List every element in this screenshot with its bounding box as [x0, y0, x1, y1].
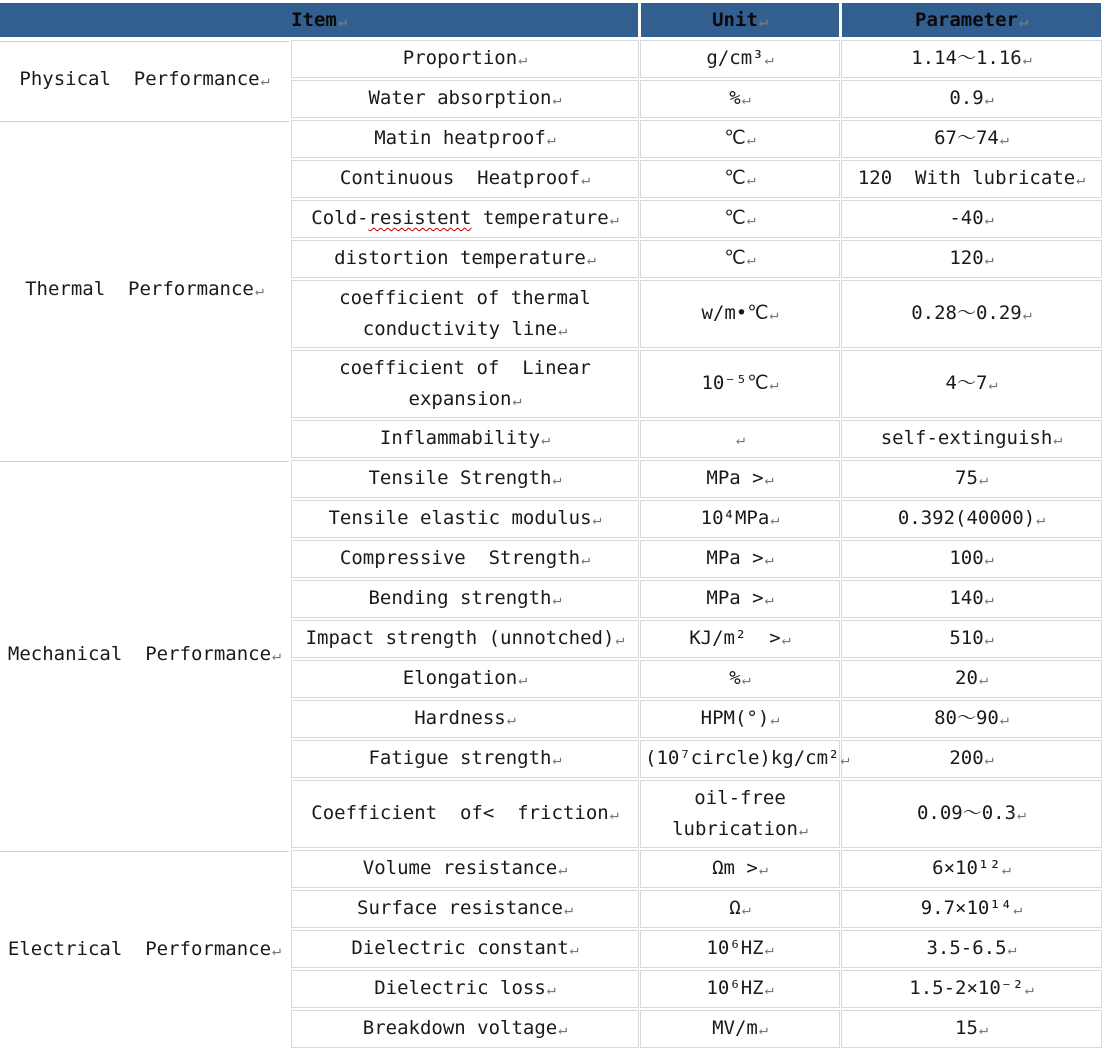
item-cell — [292, 741, 638, 777]
return-mark: ↵ — [1022, 305, 1032, 323]
parameter-cell-text: 120 — [949, 247, 984, 269]
unit-cell — [641, 421, 839, 457]
header-parameter — [842, 3, 1101, 37]
item-cell — [292, 661, 638, 697]
return-mark: ↵ — [1018, 12, 1028, 30]
item-cell — [292, 931, 638, 967]
parameter-cell-text: -40 — [949, 207, 984, 229]
return-mark: ↵ — [746, 210, 756, 228]
unit-cell-text: w/m•℃ — [701, 302, 769, 324]
unit-cell — [641, 201, 839, 237]
unit-cell-text: ℃ — [724, 167, 746, 189]
table-row — [0, 851, 1101, 887]
return-mark: ↵ — [741, 900, 751, 918]
item-cell-text: Dielectric loss — [374, 977, 546, 999]
return-mark: ↵ — [609, 210, 619, 228]
item-cell-text: Cold-resistent temperature — [311, 207, 609, 229]
return-mark: ↵ — [506, 710, 516, 728]
parameter-cell — [842, 741, 1101, 777]
item-cell — [292, 241, 638, 277]
item-cell-text: Bending strength — [368, 587, 552, 609]
item-cell — [292, 161, 638, 197]
parameter-cell — [842, 851, 1101, 887]
return-mark: ↵ — [592, 510, 602, 528]
item-cell-text: Breakdown voltage — [362, 1017, 558, 1039]
parameter-cell — [842, 581, 1101, 617]
header-unit — [641, 3, 839, 37]
parameter-cell-text: 4～7 — [945, 372, 988, 394]
parameter-cell-text: 1.5-2×10⁻² — [909, 977, 1024, 999]
return-mark: ↵ — [758, 12, 768, 30]
return-mark: ↵ — [984, 590, 994, 608]
parameter-cell — [842, 41, 1101, 77]
unit-cell-text: ℃ — [724, 247, 746, 269]
item-cell — [292, 41, 638, 77]
item-cell-text: Compressive Strength — [339, 547, 581, 569]
item-cell-text: coefficient of Linear expansion — [339, 356, 603, 410]
group-label: Thermal Performance — [25, 277, 254, 300]
parameter-cell — [842, 201, 1101, 237]
parameter-cell — [842, 621, 1101, 657]
return-mark: ↵ — [272, 940, 282, 959]
return-mark: ↵ — [337, 12, 347, 30]
parameter-cell — [842, 541, 1101, 577]
parameter-cell — [842, 971, 1101, 1007]
return-mark: ↵ — [984, 630, 994, 648]
return-mark: ↵ — [741, 670, 751, 688]
parameter-cell — [842, 781, 1101, 847]
return-mark: ↵ — [746, 170, 756, 188]
item-cell-text: Matin heatproof — [374, 127, 546, 149]
parameter-cell — [842, 241, 1101, 277]
parameter-cell — [842, 501, 1101, 537]
table-row — [0, 461, 1101, 497]
return-mark: ↵ — [1076, 170, 1086, 188]
return-mark: ↵ — [769, 375, 779, 393]
item-cell-text: Proportion — [402, 47, 518, 69]
unit-cell-text: 10⁴MPa — [700, 507, 770, 529]
return-mark: ↵ — [758, 860, 768, 878]
item-cell-text: Tensile elastic modulus — [328, 507, 592, 529]
return-mark: ↵ — [541, 430, 551, 448]
item-cell-text: Impact strength (unnotched) — [305, 627, 615, 649]
parameter-cell — [842, 661, 1101, 697]
parameter-cell — [842, 461, 1101, 497]
unit-cell — [641, 81, 839, 117]
unit-cell — [641, 931, 839, 967]
parameter-cell-text: 15 — [955, 1017, 978, 1039]
parameter-cell — [842, 1011, 1101, 1047]
item-cell — [292, 971, 638, 1007]
parameter-cell-text: 140 — [949, 587, 984, 609]
parameter-cell-text: 100 — [949, 547, 984, 569]
return-mark: ↵ — [563, 900, 573, 918]
item-cell-text: Dielectric constant — [351, 937, 569, 959]
parameter-cell — [842, 931, 1101, 967]
unit-cell-text: Ω — [729, 897, 741, 919]
return-mark: ↵ — [840, 750, 850, 768]
group-label-cell — [0, 121, 289, 457]
item-cell-text: Surface resistance — [357, 897, 563, 919]
return-mark: ↵ — [1024, 980, 1034, 998]
item-cell-text: Fatigue strength — [368, 747, 552, 769]
return-mark: ↵ — [984, 90, 994, 108]
item-cell — [292, 81, 638, 117]
table-row — [0, 41, 1101, 77]
return-mark: ↵ — [272, 645, 282, 664]
unit-cell — [641, 971, 839, 1007]
item-cell-text: coefficient of thermal conductivity line — [339, 286, 603, 340]
unit-cell-text: oil-free lubrication — [672, 786, 798, 840]
item-cell — [292, 121, 638, 157]
item-cell — [292, 281, 638, 347]
unit-cell-text: MPa > — [706, 547, 764, 569]
return-mark: ↵ — [978, 1020, 988, 1038]
unit-cell-text: HPM(°) — [700, 707, 770, 729]
item-cell-text: Hardness — [414, 707, 506, 729]
item-cell-text: Water absorption — [368, 87, 552, 109]
return-mark: ↵ — [741, 90, 751, 108]
return-mark: ↵ — [260, 70, 270, 89]
return-mark: ↵ — [558, 320, 568, 339]
return-mark: ↵ — [552, 750, 562, 768]
group-label: Electrical Performance — [7, 937, 272, 960]
return-mark: ↵ — [770, 710, 780, 728]
spellcheck-mark: resistent — [368, 207, 472, 229]
return-mark: ↵ — [978, 470, 988, 488]
parameter-cell-text: 0.392(40000) — [897, 507, 1036, 529]
item-cell — [292, 351, 638, 417]
return-mark: ↵ — [798, 820, 808, 839]
unit-cell — [641, 1011, 839, 1047]
unit-cell-text: Ωm > — [712, 857, 758, 879]
unit-cell-text: 10⁶HZ — [706, 977, 764, 999]
parameter-cell — [842, 121, 1101, 157]
item-cell — [292, 621, 638, 657]
unit-cell — [641, 661, 839, 697]
return-mark: ↵ — [254, 280, 264, 299]
return-mark: ↵ — [764, 940, 774, 958]
group-label-cell — [0, 461, 289, 847]
return-mark: ↵ — [764, 550, 774, 568]
return-mark: ↵ — [615, 630, 625, 648]
return-mark: ↵ — [984, 750, 994, 768]
return-mark: ↵ — [546, 130, 556, 148]
return-mark: ↵ — [746, 130, 756, 148]
unit-cell — [641, 621, 839, 657]
unit-cell-text: MPa > — [706, 467, 764, 489]
return-mark: ↵ — [758, 1020, 768, 1038]
return-mark: ↵ — [1017, 805, 1027, 823]
group-label-cell — [0, 41, 289, 117]
return-mark: ↵ — [512, 390, 522, 409]
return-mark: ↵ — [984, 550, 994, 568]
return-mark: ↵ — [764, 590, 774, 608]
parameter-cell-text: 75 — [955, 467, 978, 489]
return-mark: ↵ — [569, 940, 579, 958]
item-cell-text: Volume resistance — [362, 857, 558, 879]
return-mark: ↵ — [518, 670, 528, 688]
parameter-cell — [842, 351, 1101, 417]
parameter-cell — [842, 421, 1101, 457]
unit-cell-text: KJ/m² > — [689, 627, 781, 649]
parameter-cell — [842, 81, 1101, 117]
unit-cell — [641, 781, 839, 847]
parameter-cell-text: 0.09～0.3 — [916, 802, 1017, 824]
item-cell-text: distortion temperature — [334, 247, 586, 269]
return-mark: ↵ — [1013, 900, 1023, 918]
item-cell-text: Tensile Strength — [368, 467, 552, 489]
parameter-cell-text: 67～74 — [934, 127, 999, 149]
parameter-cell-text: 0.28～0.29 — [911, 302, 1022, 324]
item-cell — [292, 851, 638, 887]
unit-cell-text: % — [729, 87, 741, 109]
header-item — [0, 3, 638, 37]
item-cell — [292, 201, 638, 237]
item-cell — [292, 581, 638, 617]
return-mark: ↵ — [764, 470, 774, 488]
item-cell-text: Continuous Heatproof — [339, 167, 581, 189]
unit-cell — [641, 741, 850, 777]
parameter-cell-text: 0.9 — [949, 87, 984, 109]
return-mark: ↵ — [518, 50, 528, 68]
item-cell — [292, 781, 638, 847]
unit-cell-text: MPa > — [706, 587, 764, 609]
unit-cell — [641, 501, 839, 537]
return-mark: ↵ — [999, 130, 1009, 148]
return-mark: ↵ — [746, 250, 756, 268]
item-cell-text: Elongation — [402, 667, 518, 689]
item-cell-text: Coefficient of< friction — [311, 802, 609, 824]
return-mark: ↵ — [552, 90, 562, 108]
return-mark: ↵ — [558, 860, 568, 878]
item-cell — [292, 891, 638, 927]
return-mark: ↵ — [581, 550, 591, 568]
item-cell — [292, 701, 638, 737]
return-mark: ↵ — [978, 670, 988, 688]
unit-cell — [641, 461, 839, 497]
item-cell — [292, 501, 638, 537]
item-cell — [292, 461, 638, 497]
parameter-cell-text: 6×10¹² — [932, 857, 1001, 879]
unit-cell-text: % — [729, 667, 741, 689]
parameter-cell-text: 80～90 — [934, 707, 999, 729]
unit-cell-text: 10⁶HZ — [706, 937, 764, 959]
header-unit-text: Unit — [712, 9, 758, 31]
return-mark: ↵ — [764, 980, 774, 998]
unit-cell-text: ℃ — [724, 207, 746, 229]
header-row — [0, 3, 1101, 37]
parameter-cell-text: 1.14～1.16 — [911, 47, 1022, 69]
return-mark: ↵ — [1022, 50, 1032, 68]
return-mark: ↵ — [764, 50, 774, 68]
return-mark: ↵ — [984, 210, 994, 228]
return-mark: ↵ — [552, 470, 562, 488]
parameter-cell-text: 3.5-6.5 — [926, 937, 1007, 959]
parameter-cell-text: 120 With lubricate — [857, 167, 1076, 189]
unit-cell — [641, 851, 839, 887]
parameter-cell-text: 200 — [949, 747, 984, 769]
parameter-cell — [842, 281, 1101, 347]
table-body — [0, 41, 1101, 1047]
unit-cell — [641, 281, 839, 347]
unit-cell-text: 10⁻⁵℃ — [701, 372, 769, 394]
parameter-cell-text: self-extinguish — [880, 427, 1053, 449]
item-cell — [292, 541, 638, 577]
return-mark: ↵ — [1036, 510, 1046, 528]
unit-cell-text: (10⁷circle)kg/cm² — [645, 747, 840, 769]
unit-cell — [641, 701, 839, 737]
return-mark: ↵ — [581, 170, 591, 188]
parameter-cell-text: 9.7×10¹⁴ — [920, 897, 1013, 919]
unit-cell — [641, 161, 839, 197]
unit-cell — [641, 581, 839, 617]
unit-cell-text: g/cm³ — [706, 47, 764, 69]
unit-cell — [641, 121, 839, 157]
group-label: Mechanical Performance — [7, 642, 272, 665]
return-mark: ↵ — [988, 375, 998, 393]
return-mark: ↵ — [1053, 430, 1063, 448]
unit-cell-text: ℃ — [724, 127, 746, 149]
return-mark: ↵ — [558, 1020, 568, 1038]
header-item-text: Item — [291, 9, 337, 31]
return-mark: ↵ — [1007, 940, 1017, 958]
table-row — [0, 121, 1101, 157]
return-mark: ↵ — [552, 590, 562, 608]
unit-cell-text: MV/m — [712, 1017, 758, 1039]
unit-cell — [641, 351, 839, 417]
return-mark: ↵ — [769, 305, 779, 323]
item-cell — [292, 421, 638, 457]
parameter-cell-text: 510 — [949, 627, 984, 649]
parameter-cell — [842, 891, 1101, 927]
return-mark: ↵ — [984, 250, 994, 268]
return-mark: ↵ — [546, 980, 556, 998]
header-parameter-text: Parameter — [915, 9, 1018, 31]
parameter-cell-text: 20 — [955, 667, 978, 689]
return-mark: ↵ — [781, 630, 791, 648]
group-label-cell — [0, 851, 289, 1047]
unit-cell — [641, 241, 839, 277]
unit-cell — [641, 541, 839, 577]
return-mark: ↵ — [999, 710, 1009, 728]
return-mark: ↵ — [770, 510, 780, 528]
parameter-cell — [842, 701, 1101, 737]
return-mark: ↵ — [1001, 860, 1011, 878]
unit-cell — [641, 41, 839, 77]
return-mark: ↵ — [609, 805, 619, 823]
parameter-cell — [842, 161, 1101, 197]
return-mark: ↵ — [736, 430, 746, 448]
item-cell-text: Inflammability — [379, 427, 541, 449]
return-mark: ↵ — [586, 250, 596, 268]
unit-cell — [641, 891, 839, 927]
item-cell — [292, 1011, 638, 1047]
group-label: Physical Performance — [19, 67, 260, 90]
